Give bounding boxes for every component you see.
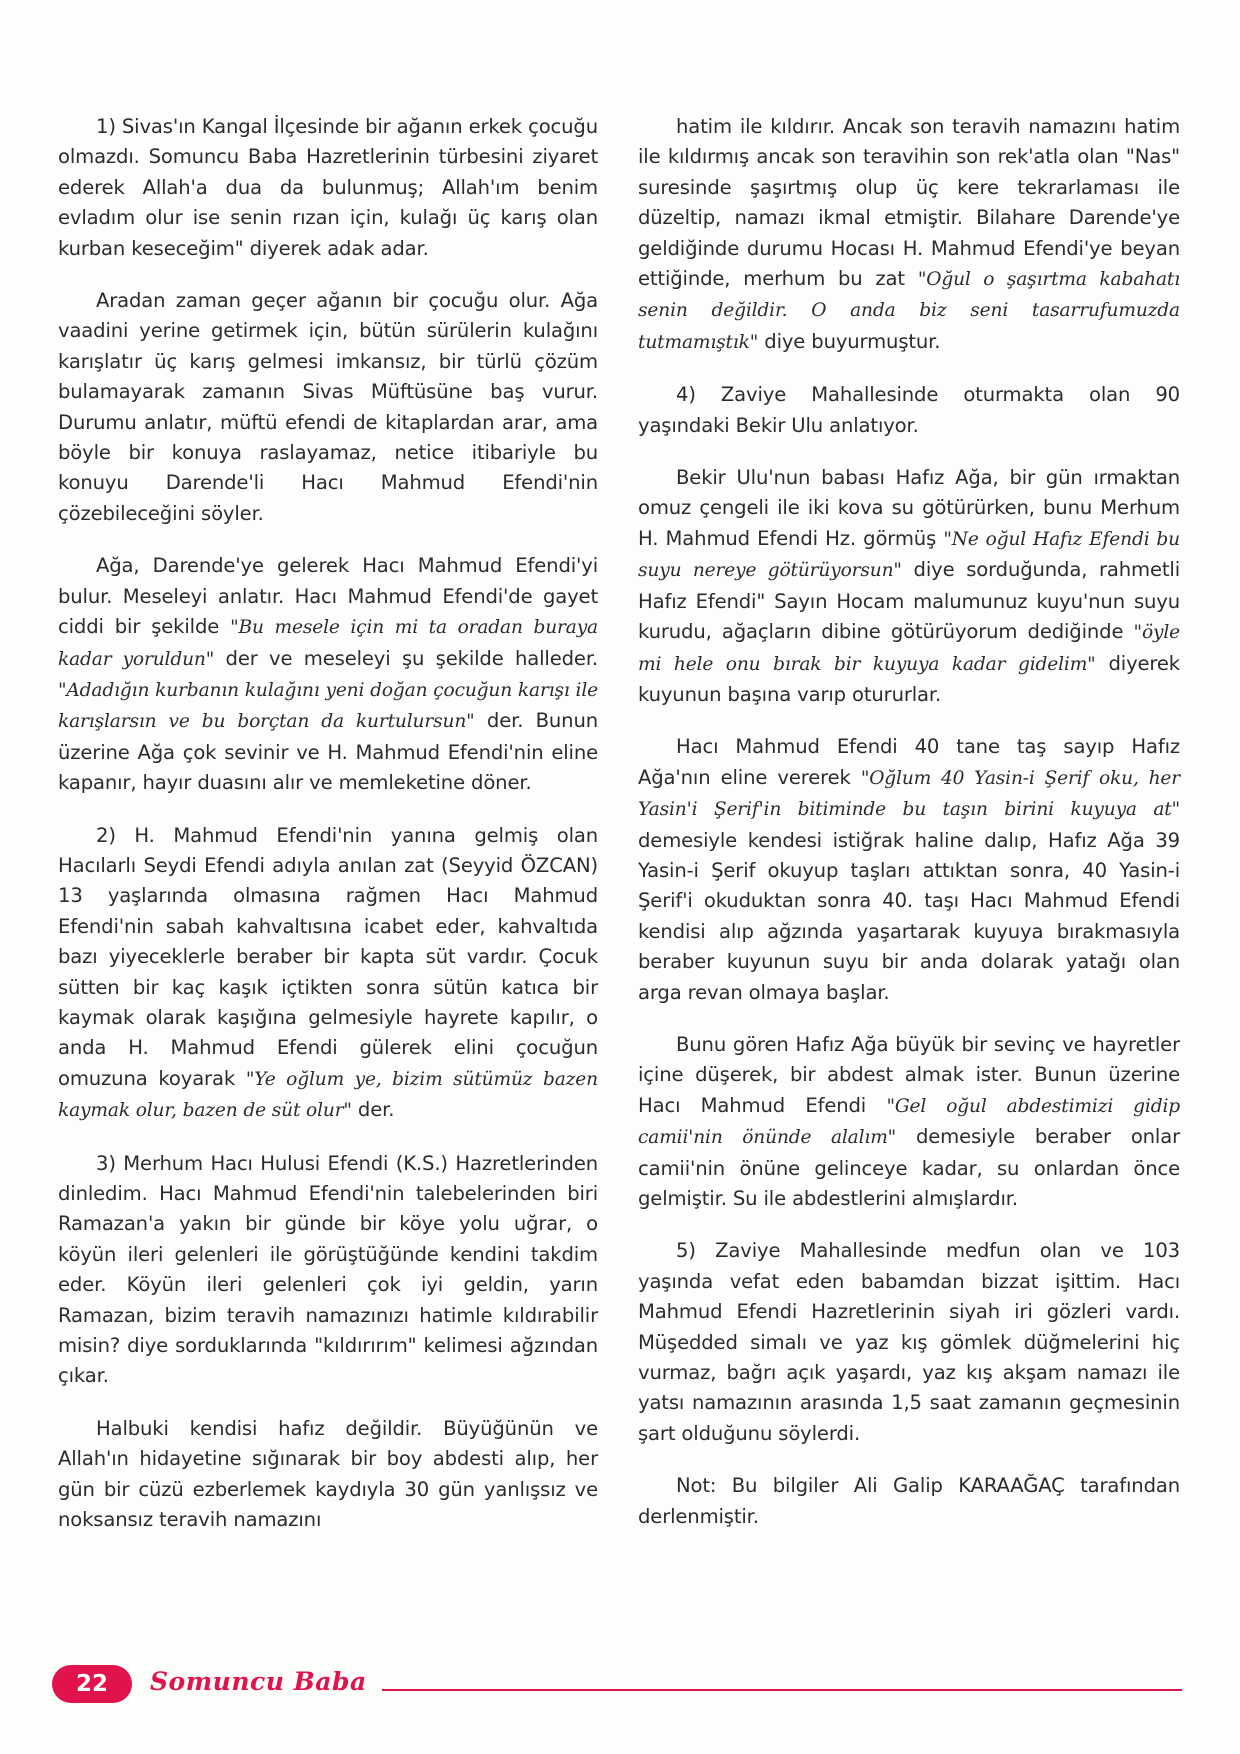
paragraph — [58, 551, 598, 798]
paragraph — [58, 1149, 598, 1392]
paragraph — [58, 1414, 598, 1536]
quoted-text: "öyle mi hele onu bırak bir kuyuya kadar gidelim" — [638, 622, 1180, 675]
paragraph — [58, 286, 598, 529]
text-run: 4) Zaviye Mahallesinde oturmakta olan 90 yaşındaki Bekir Ulu anlatıyor. — [638, 383, 1180, 437]
text-run: der. Bunun üzerine Ağa çok sevinir ve H. Mahmud Efendi'nin eline kapanır, hayır duasını alır ve memleketine döner. — [58, 709, 598, 795]
publication-name: Somuncu Baba — [150, 1667, 367, 1696]
text-run: Hacı Mahmud Efendi 40 tane taş sayıp Hafız Ağa'nın eline vererek — [638, 735, 1180, 789]
paragraph — [58, 821, 598, 1127]
text-run: hatim ile kıldırır. Ancak son teravih namazını hatim ile kıldırmış ancak son teravihin son rek'atla olan "Nas" suresinde şaşırtmış olup üç kere tekrarlaması ile düzeltip, namazı ikmal etmiştir. Bilahare Darende'ye geldiğinde durumu Hocası H. Mahmud Efendi'ye beyan ettiğinde, merhum bu zat — [638, 115, 1180, 291]
text-run: Bekir Ulu'nun babası Hafız Ağa, bir gün ırmaktan omuz çengeli ile iki kova su götürürken, bunu Merhum H. Mahmud Efendi Hz. görmüş — [638, 466, 1180, 550]
text-run: Bunu gören Hafız Ağa büyük bir sevinç ve hayretler içine düşerek, bir abdest almak ister. Bunun üzerine Hacı Mahmud Efendi — [638, 1032, 1180, 1117]
text-run: 1) Sivas'ın Kangal İlçesinde bir ağanın erkek çocuğu olmazdı. Somuncu Baba Hazretlerinin türbesini ziyaret ederek Allah'a dua da bulunmuş; Allah'ım benim evladım olur ise senin rızan için, kulağı üç karış olan kurban keseceğim" diyerek adak adar. — [58, 115, 598, 260]
text-run: demesiyle beraber onlar camii'nin önüne gelinceye kadar, su onlardan önce gelmiştir. Su ile abdestlerini almışlardır. — [638, 1125, 1180, 1210]
paragraph — [638, 463, 1180, 710]
text-run: Aradan zaman geçer ağanın bir çocuğu olur. Ağa vaadini yerine getirmek için, bütün sürülerin kulağını karışlatır üç karış gelmesi imkansız, bir türlü çözüm bulamayarak zamanın Sivas Müftüsüne baş vurur. Durumu anlatır, müftü efendi de kitaplardan arar, ama böyle bir konuya raslayamaz, netice itibariyle bu konuyu Darende'li Hacı Mahmud Efendi'nin çözebileceğini söyler. — [58, 289, 598, 525]
paragraph — [638, 732, 1180, 1008]
text-run: diye buyurmuştur. — [758, 329, 941, 353]
text-run: diye sorduğunda, rahmetli Hafız Efendi" Sayın Hocam malumunuz kuyu'nun suyu kurudu, ağaçların dibine götürüyorum dediğinde — [638, 558, 1180, 644]
page-number-badge: 22 — [52, 1665, 132, 1703]
quoted-text: "Bu mesele için mi ta oradan buraya kadar yoruldun" — [58, 617, 598, 670]
text-run: Not: Bu bilgiler Ali Galip KARAAĞAÇ tarafından derlenmiştir. — [638, 1474, 1180, 1528]
paragraph — [58, 112, 598, 264]
text-run: Ağa, Darende'ye gelerek Hacı Mahmud Efendi'yi bulur. Meseleyi anlatır. Hacı Mahmud Efendi'de gayet ciddi bir şekilde — [58, 554, 598, 639]
paragraph — [638, 380, 1180, 441]
left-column — [58, 112, 598, 1557]
quoted-text: "Adadığın kurbanın kulağını yeni doğan çocuğun karışı ile karışlarsın ve bu borçtan da kurtulursun" — [58, 679, 598, 733]
paragraph — [638, 1236, 1180, 1449]
text-run: der. — [351, 1098, 395, 1122]
quoted-text: "Oğul o şaşırtma kabahatı senin değildir. O anda biz seni tasarrufumuzda tutmamıştık" — [638, 269, 1181, 353]
footer-rule — [382, 1689, 1182, 1691]
text-run: diyerek kuyunun başına varıp otururlar. — [638, 651, 1180, 706]
paragraph — [638, 1471, 1180, 1532]
quoted-text: "Ye oğlum ye, bizim sütümüz bazen kaymak olur, bazen de süt olur" — [58, 1068, 598, 1122]
paragraph — [638, 112, 1180, 358]
right-column — [638, 112, 1180, 1554]
text-run: 3) Merhum Hacı Hulusi Efendi (K.S.) Hazretlerinden dinledim. Hacı Mahmud Efendi'nin talebelerinden biri Ramazan'a yakın bir günde bir köye yolu uğrar, o köyün ileri gelenleri ile görüştüğünde kendini takdim eder. Köyün ileri gelenleri çok iyi geldin, yarın Ramazan, bizim teravih namazınızı hatimle kıldırabilir misin? diye sorduklarında "kıldırırım" kelimesi ağzından çıkar. — [58, 1151, 598, 1388]
text-run: Halbuki kendisi hafız değildir. Büyüğünün ve Allah'ın hidayetine sığınarak bir boy abdesti alıp, her gün bir cüzü ezberlemek kaydıyla 30 gün yanlışsız ve noksansız teravih namazını — [58, 1416, 598, 1532]
quoted-text: "Gel oğul abdestimizi gidip camii'nin önünde alalım" — [638, 1095, 1180, 1149]
text-run: der ve meseleyi şu şekilde halleder. — [214, 646, 599, 670]
text-run: 2) H. Mahmud Efendi'nin yanına gelmiş olan Hacılarlı Seydi Efendi adıyla anılan zat (Seyyid ÖZCAN) 13 yaşlarında olmasına rağmen Hacı Mahmud Efendi'nin sabah kahvaltısına icabet eder, kahvaltıda bazı yiyeceklerle beraber bir kapta süt vardır. Çocuk sütten bir kaç kaşık içtikten sonra sütün katıca bir kaymak olarak kaşığına gelmesiyle hayrete kapılır, o anda H. Mahmud Efendi gülerek elini çocuğun omuzuna koyarak — [58, 823, 598, 1090]
page-footer — [52, 1665, 1182, 1705]
text-run: 5) Zaviye Mahallesinde medfun olan ve 103 yaşında vefat eden babamdan bizzat işittim. Hacı Mahmud Efendi Hazretlerinin siyah iri gözleri vardı. Müşedded simalı ve yaz kış gömlek düğmelerini hiç vurmaz, bağrı açık yaşardı, yaz kış akşam namazı ile yatsı namazının arasında 1,5 saat zamanın geçmesinin şart olduğunu söylerdi. — [638, 1239, 1180, 1445]
quoted-text: "Oğlum 40 Yasin-i Şerif oku, her Yasin'i Şerif'in bitiminde bu taşın birini kuyuya at" — [638, 767, 1180, 821]
paragraph — [638, 1030, 1180, 1214]
text-run: demesiyle kendesi istiğrak haline dalıp, Hafız Ağa 39 Yasin-i Şerif okuyup taşları attıktan sonra, 40 Yasin-i Şerif'i okuduktan sonra 40. taşı Hacı Mahmud Efendi kendisi alıp ağzında yaşartarak kuyuya bırakmasıyla beraber kuyunun suyu bir anda dolarak yatağı olan arga revan olmaya başlar. — [638, 828, 1180, 1004]
quoted-text: "Ne oğul Hafız Efendi bu suyu nereye götürüyorsun" — [638, 528, 1180, 582]
